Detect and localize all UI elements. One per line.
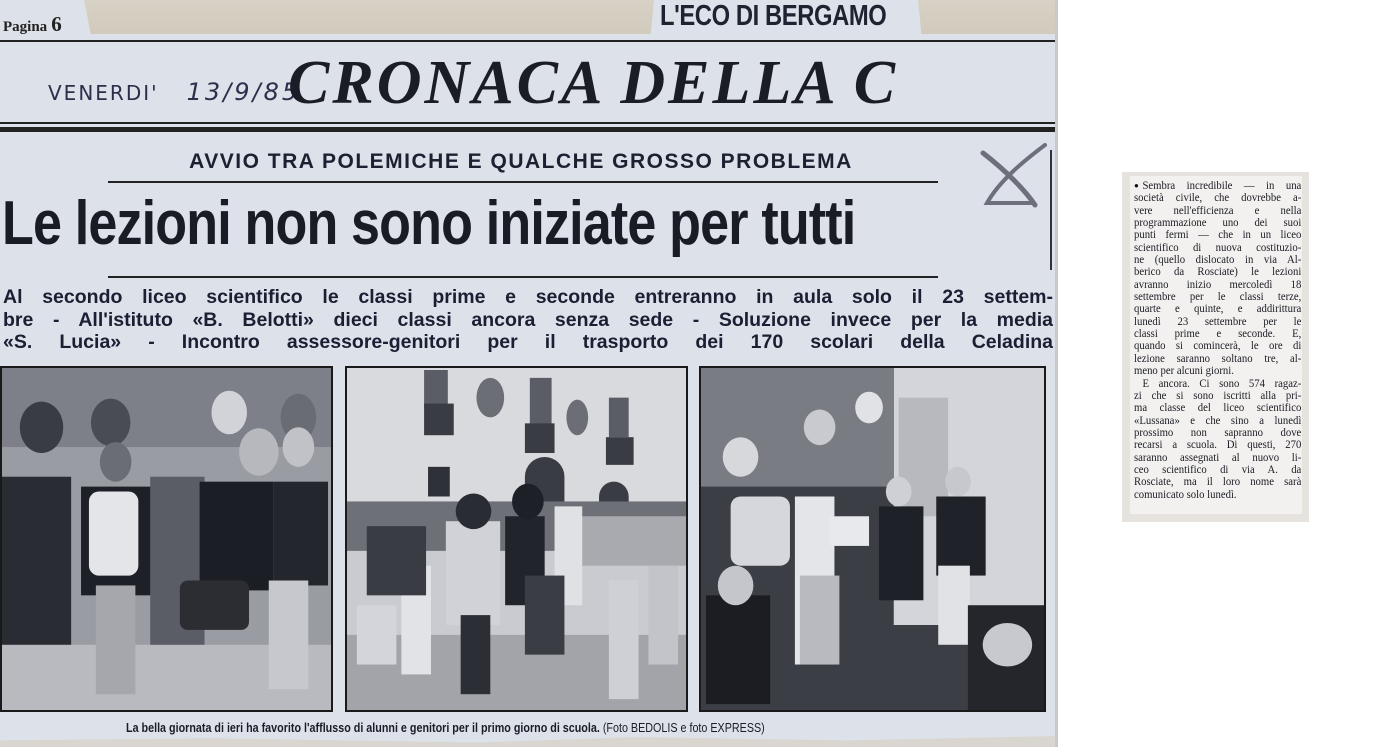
article-line: saranno assegnati al nuovo li- [1134, 451, 1302, 464]
article-line: settembre per le classi terze, [1134, 291, 1302, 304]
photo-caption [126, 721, 765, 735]
article-column-clipping [1122, 172, 1309, 522]
section-title: CRONACA DELLA C [288, 49, 899, 117]
rule-section-2 [0, 127, 1055, 132]
caption-credit: (Foto BEDOLIS e foto EXPRESS) [602, 721, 765, 735]
page-label-text: Pagina [3, 19, 48, 35]
article-line: E ancora. Ci sono 574 ragaz- [1142, 377, 1302, 390]
subheadline [3, 286, 1053, 354]
article-line: classi prime e seconde. E, [1134, 328, 1302, 341]
rule-section-1 [0, 122, 1055, 124]
article-line: comunicato solo lunedì. [1134, 488, 1237, 501]
article-line: punti fermi — che in un liceo [1134, 229, 1302, 242]
article-line: vere nell'efficienza e nella [1134, 204, 1302, 217]
article-line: quarte e quinte, e addirittura [1134, 303, 1302, 316]
article-line: zi che si sono iscritti alla pri- [1134, 389, 1302, 402]
headline: Le lezioni non sono iniziate per tutti [2, 189, 856, 258]
headline-rule [108, 276, 938, 278]
column-rule [1050, 150, 1052, 270]
kicker: AVVIO TRA POLEMICHE E QUALCHE GROSSO PROBLEMA [189, 150, 853, 173]
page-number: 6 [51, 12, 62, 36]
handwritten-day: VENERDI' [48, 81, 159, 105]
pencil-x-mark-icon [975, 135, 1055, 210]
article-line: ma classe del liceo scientifico [1134, 402, 1302, 415]
bullet-icon: ● [1134, 181, 1139, 190]
kicker-rule [108, 181, 938, 183]
article-line: società civile, che dovrebbe a- [1134, 192, 1302, 205]
rule-top [0, 40, 1055, 42]
article-line: prossimo non sapranno dove [1134, 426, 1302, 439]
subheadline-line: Al secondo liceo scientifico le classi prime e seconde entreranno in aula solo il 23 settem- [3, 286, 1053, 308]
handwritten-date: 13/9/85 [186, 78, 301, 106]
article-line: ne (quello dislocato in via Al- [1134, 254, 1302, 267]
page-label [3, 12, 62, 37]
caption-text: La bella giornata di ieri ha favorito l'afflusso di alunni e genitori per il primo giorno di scuola. [126, 721, 600, 735]
article-line: quando si comincerà, le ore di [1134, 340, 1302, 353]
subheadline-line: «S. Lucia» - Incontro assessore-genitori per il trasporto dei 170 scolari della Celadina [3, 331, 1053, 353]
article-line: recarsi a scuola. Di questi, 270 [1134, 439, 1302, 452]
article-line: lunedì 23 settembre per le [1134, 315, 1302, 328]
handwritten-note [48, 78, 300, 106]
newspaper-masthead: L'ECO DI BERGAMO [660, 0, 887, 32]
photo-school-building [345, 366, 688, 712]
article-line: Sembra incredibile — in una [1142, 180, 1302, 192]
article-column [1130, 176, 1302, 514]
article-line: meno per alcuni giorni. [1134, 365, 1234, 378]
photo-pupils-corridor [699, 366, 1046, 712]
article-line: ceo scientifico di via A. da [1134, 463, 1302, 476]
clipping-edge [1055, 0, 1058, 747]
article-line: Rosciate, ma il loro nome sarà [1134, 476, 1302, 489]
article-line: «Lussana» e che sino a lunedì [1134, 414, 1302, 427]
photo-students-outdoors [0, 366, 333, 712]
article-body [1134, 180, 1301, 501]
article-line: lezione saranno soltano tre, al- [1134, 352, 1302, 365]
article-line: programmazione uno dei suoi [1134, 217, 1302, 230]
article-line: berico da Rosciate) le lezioni [1134, 266, 1302, 279]
subheadline-line: bre - All'istituto «B. Belotti» dieci classi ancora senza sede - Soluzione invece per la media [3, 308, 1053, 331]
article-line: avranno inizio mercoledì 18 [1134, 278, 1302, 291]
article-line: scientifico di nuova costituzio- [1134, 241, 1302, 254]
